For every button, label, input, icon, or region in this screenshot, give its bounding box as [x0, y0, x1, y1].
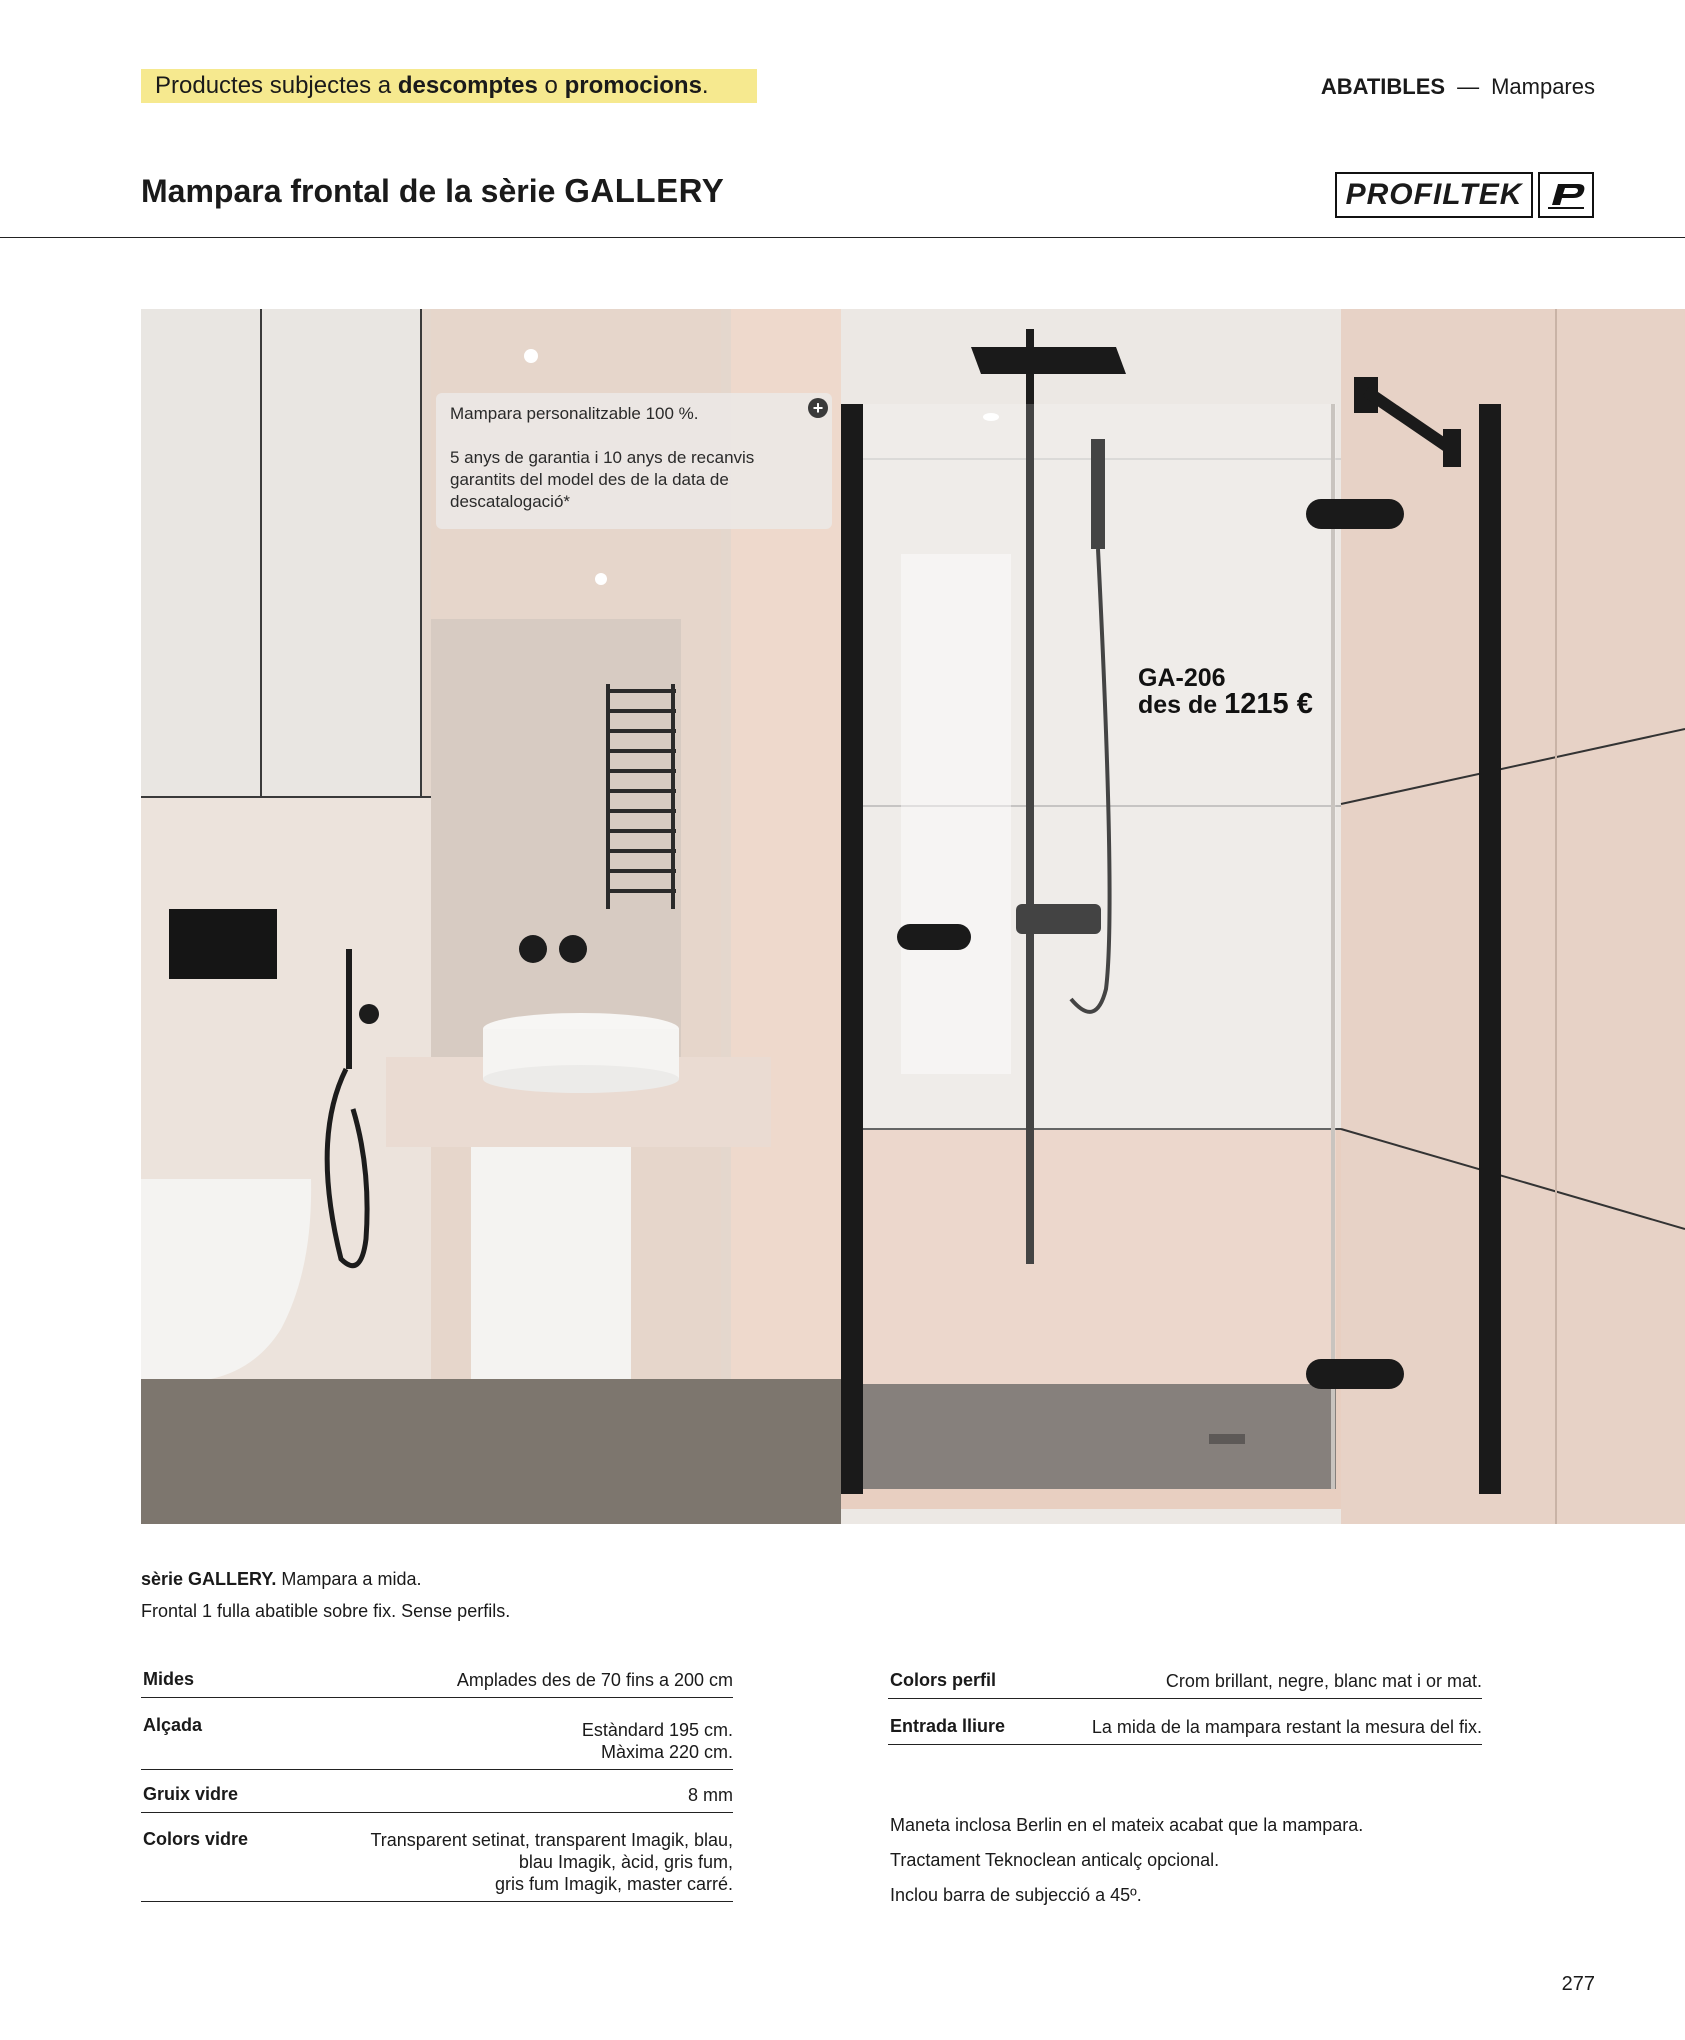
model-code: GA-206	[1138, 664, 1226, 692]
spec-row: Colors perfil Crom brillant, negre, blanc mat i or mat.	[888, 1670, 1482, 1699]
spec-row: Entrada lliure La mida de la mampara restant la mesura del fix.	[888, 1716, 1482, 1745]
header-divider	[0, 237, 1685, 238]
price-value: 1215 €	[1224, 688, 1313, 720]
breadcrumb-section: Mampares	[1491, 74, 1595, 99]
info-customizable: Mampara personalitzable 100 %.	[450, 404, 699, 423]
note-handle: Maneta inclosa Berlin en el mateix acabat que la mampara.	[890, 1815, 1364, 1835]
brand-logo: PROFILTEK	[1335, 172, 1533, 218]
breadcrumb	[1321, 74, 1595, 100]
plus-icon[interactable]: +	[808, 398, 828, 418]
series-description: sèrie GALLERY. Mampara a mida.	[141, 1569, 422, 1589]
brand-mark-icon	[1538, 172, 1594, 218]
price-tag	[1138, 665, 1313, 718]
feature-info-box	[436, 393, 832, 529]
breadcrumb-separator: —	[1457, 74, 1480, 99]
series-subtitle: Frontal 1 fulla abatible sobre fix. Sense perfils.	[141, 1601, 511, 1621]
product-photo	[141, 309, 1685, 1524]
breadcrumb-category: ABATIBLES	[1320, 74, 1446, 99]
spec-row: Gruix vidre 8 mm	[141, 1784, 733, 1813]
price-prefix: des de	[1138, 691, 1218, 719]
note-support-bar: Inclou barra de subjecció a 45º.	[890, 1885, 1142, 1905]
page-number: 277	[1561, 1973, 1595, 1995]
note-treatment: Tractament Teknoclean anticalç opcional.	[890, 1850, 1220, 1870]
spec-row: Alçada Estàndard 195 cm. Màxima 220 cm.	[141, 1715, 733, 1770]
page-title: Mampara frontal de la sèrie GALLERY	[141, 172, 725, 209]
promo-banner: Productes subjectes a descomptes o promocions.	[141, 69, 757, 103]
info-warranty: 5 anys de garantia i 10 anys de recanvis garantits del model des de la data de descatalogació*	[450, 448, 755, 511]
spec-row: Mides Amplades des de 70 fins a 200 cm	[141, 1669, 733, 1698]
spec-row: Colors vidre Transparent setinat, transparent Imagik, blau, blau Imagik, àcid, gris fum, gris fum Imagik, master carré.	[141, 1829, 733, 1902]
